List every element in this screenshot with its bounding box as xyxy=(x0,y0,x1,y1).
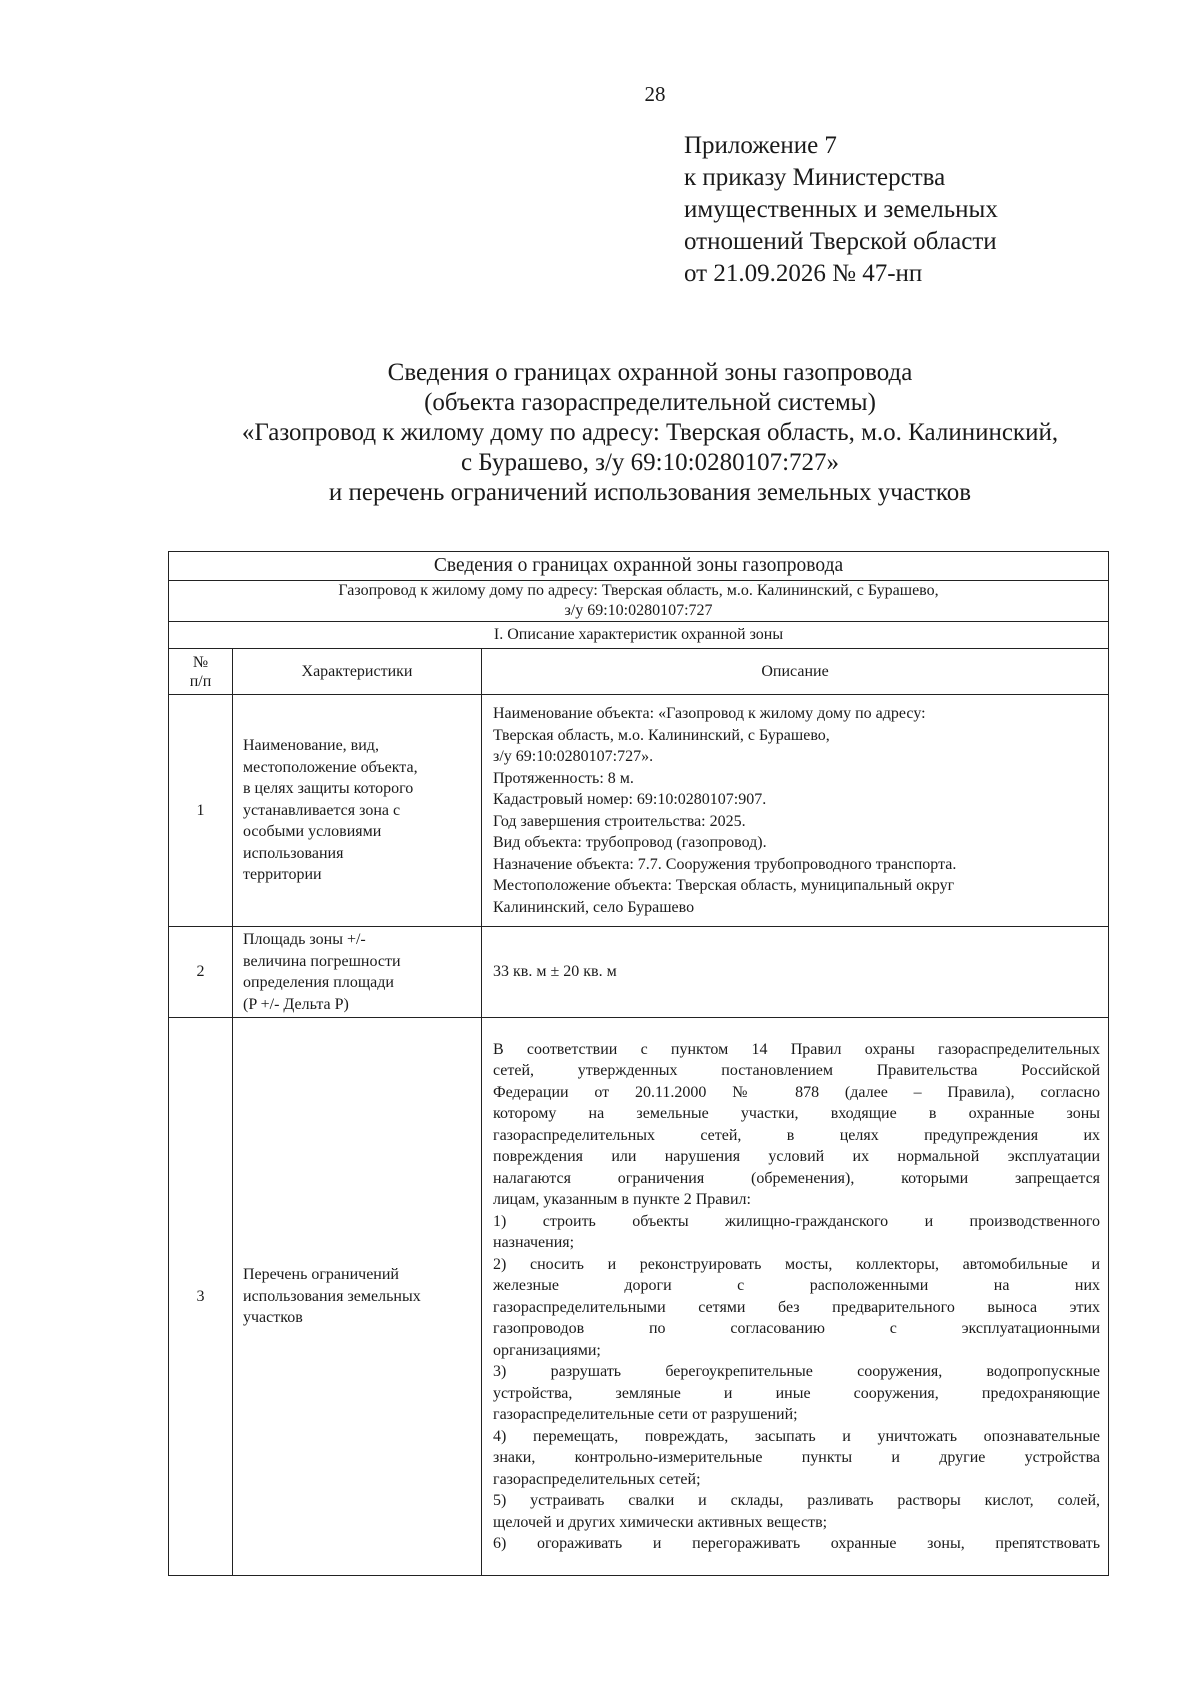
annex-line: Приложение 7 xyxy=(684,132,837,159)
description-line: Наименование объекта: «Газопровод к жилому дому по адресу: xyxy=(493,705,926,722)
description-line: 5) устраивать свалки и склады, разливать растворы кислот, солей, xyxy=(493,1492,1101,1509)
table-row xyxy=(169,927,1109,1018)
section-heading: I. Описание характеристик охранной зоны xyxy=(169,622,1109,649)
description-line: 6) огораживать и перегораживать охранные зоны, препятствовать xyxy=(493,1535,1101,1552)
row-number: 2 xyxy=(169,927,233,1018)
table-row xyxy=(169,1018,1109,1576)
row-description xyxy=(482,927,1109,1018)
description-line: знаки, контрольно-измерительные пункты и другие устройства xyxy=(493,1449,1101,1466)
characteristic-line: величина погрешности xyxy=(243,952,401,970)
description-line: газораспределительными сетями без предварительного выноса этих xyxy=(493,1298,1101,1316)
description-line: Назначение объекта: 7.7. Сооружения трубопроводного транспорта. xyxy=(493,855,957,873)
characteristic-line: определения площади xyxy=(243,974,394,991)
description-line: газораспределительных сетей, в целях предупреждения их xyxy=(493,1126,1101,1144)
title-line: и перечень ограничений использования земельных участков xyxy=(328,479,972,506)
row-characteristic xyxy=(233,695,482,927)
document-title xyxy=(165,358,1135,508)
description-line: организациями; xyxy=(493,1341,601,1359)
annex-block xyxy=(684,130,998,290)
description-line: 33 кв. м ± 20 кв. м xyxy=(493,963,617,981)
description-line: з/у 69:10:0280107:727». xyxy=(493,748,654,765)
characteristic-line: использования земельных xyxy=(243,1287,421,1305)
description-line: железные дороги с расположенными на них xyxy=(493,1277,1101,1294)
description-line: 3) разрушать берегоукрепительные сооружения, водопропускные xyxy=(493,1363,1101,1380)
description-line: 4) перемещать, повреждать, засыпать и уничтожать опознавательные xyxy=(493,1427,1101,1445)
row-description xyxy=(482,1018,1109,1576)
description-line: Местоположение объекта: Тверская область, муниципальный округ xyxy=(493,877,955,894)
description-line: налагаются ограничения (обременения), которыми запрещается xyxy=(493,1169,1101,1187)
description-line: Вид объекта: трубопровод (газопровод). xyxy=(493,834,767,851)
annex-line: отношений Тверской области xyxy=(684,228,997,255)
row-number: 3 xyxy=(169,1018,233,1576)
description-line: повреждения или нарушения условий их нормальной эксплуатации xyxy=(493,1148,1101,1165)
row-number: 1 xyxy=(169,695,233,927)
column-header-description: Описание xyxy=(482,649,1109,695)
characteristic-line: устанавливается зона с xyxy=(243,801,401,819)
description-line: В соответствии с пунктом 14 Правил охраны газораспределительных xyxy=(493,1040,1101,1058)
description-line: 2) сносить и реконструировать мосты, коллекторы, автомобильные и xyxy=(493,1255,1101,1273)
table-row xyxy=(169,695,1109,927)
description-line: Калининский, село Бурашево xyxy=(493,898,695,916)
title-line: (объекта газораспределительной системы) xyxy=(424,389,876,416)
description-line: Федерации от 20.11.2000 № 878 (далее – Правила), согласно xyxy=(493,1083,1101,1101)
description-line: которому на земельные участки, входящие в охранные зоны xyxy=(493,1105,1101,1122)
description-line: газораспределительные сети от разрушений; xyxy=(493,1406,798,1423)
row-characteristic xyxy=(233,1018,482,1576)
annex-line: от 21.09.2026 № 47-нп xyxy=(684,260,923,287)
annex-line: имущественных и земельных xyxy=(684,196,998,223)
characteristic-line: использования xyxy=(243,844,344,862)
title-line: Сведения о границах охранной зоны газопровода xyxy=(387,359,913,386)
annex-line: к приказу Министерства xyxy=(684,164,946,191)
description-line: Год завершения строительства: 2025. xyxy=(493,812,746,830)
description-line: назначения; xyxy=(493,1234,575,1251)
column-header-characteristics: Характеристики xyxy=(233,649,482,695)
description-line: сетей, утвержденных постановлением Правительства Российской xyxy=(493,1062,1101,1079)
row-description xyxy=(482,695,1109,927)
page-number: 28 xyxy=(644,82,666,106)
characteristic-line: Площадь зоны +/- xyxy=(243,931,366,948)
description-line: лицам, указанным в пункте 2 Правил: xyxy=(493,1191,751,1208)
row-characteristic xyxy=(233,927,482,1018)
subheader-line: Газопровод к жилому дому по адресу: Тверская область, м.о. Калининский, с Бурашево, xyxy=(338,582,939,599)
description-line: 1) строить объекты жилищно-гражданского и производственного xyxy=(493,1212,1101,1230)
description-line: Протяженность: 8 м. xyxy=(493,769,634,787)
column-header-num xyxy=(169,649,233,695)
subheader-line: з/у 69:10:0280107:727 xyxy=(564,602,713,619)
description-line: Тверская область, м.о. Калининский, с Бурашево, xyxy=(493,726,830,744)
characteristic-line: (P +/- Дельта P) xyxy=(243,995,349,1013)
table-subheader xyxy=(169,581,1109,622)
characteristic-line: участков xyxy=(243,1309,303,1327)
description-line: газопроводов по согласованию с эксплуатационными xyxy=(493,1320,1101,1337)
characteristic-line: Наименование, вид, xyxy=(243,737,379,755)
characteristic-line: территории xyxy=(243,866,322,884)
description-line: щелочей и других химически активных веществ; xyxy=(493,1513,828,1531)
description-line: газораспределительных сетей; xyxy=(493,1470,701,1488)
column-header-num-line: № xyxy=(192,653,209,671)
column-header-num-line: п/п xyxy=(189,672,212,690)
description-line: устройства, земляные и иные сооружения, предохраняющие xyxy=(493,1384,1101,1402)
title-line: «Газопровод к жилому дому по адресу: Тверская область, м.о. Калининский, xyxy=(241,419,1059,446)
characteristic-line: в целях защиты которого xyxy=(243,780,414,798)
zone-table xyxy=(168,551,1109,1576)
table-header: Сведения о границах охранной зоны газопровода xyxy=(169,552,1109,581)
description-line: Кадастровый номер: 69:10:0280107:907. xyxy=(493,791,767,808)
title-line: с Бурашево, з/у 69:10:0280107:727» xyxy=(460,449,840,476)
characteristic-line: Перечень ограничений xyxy=(243,1266,399,1284)
characteristic-line: местоположение объекта, xyxy=(243,758,418,776)
characteristic-line: особыми условиями xyxy=(243,823,382,841)
